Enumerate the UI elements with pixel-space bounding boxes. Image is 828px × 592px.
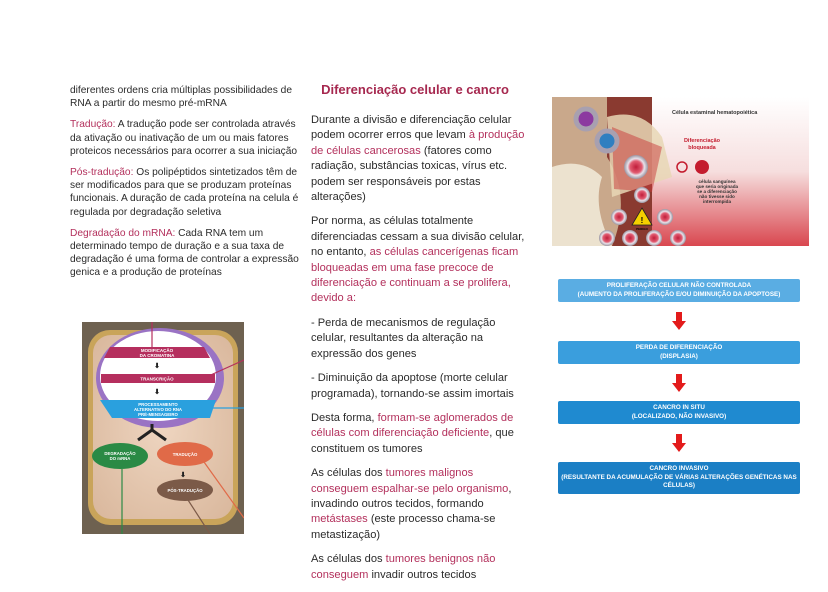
- danger-label: PERIGO: [636, 227, 648, 231]
- step-splicing-3: PRÉ-MENSAGEIRO: [138, 412, 178, 417]
- paragraph: [311, 113, 533, 205]
- flow-step-subtitle: (AUMENTO DA PROLIFERAÇÃO E/OU DIMINUIÇÃO DA APOPTOSE): [577, 290, 781, 298]
- flow-step: [558, 462, 800, 494]
- text: - Diminuição da apoptose (morte celular programada), tornando-se assim imortais: [311, 372, 514, 400]
- down-arrow-icon: [672, 374, 686, 392]
- highlight: tumores benignos não conseguem: [311, 553, 496, 581]
- text: - Perda de mecanismos de regulação celular, resultantes da alteração na expressão dos genes: [311, 316, 496, 360]
- paragraph: [311, 552, 533, 583]
- step-post-translation: PÓS-TRADUÇÃO: [167, 488, 203, 493]
- highlight: as células cancerígenas ficam bloqueadas em uma fase precoce de diferenciação e continuam a se prolifera, devido a:: [311, 246, 519, 305]
- flow-step-subtitle: (RESULTANTE DA ACUMULAÇÃO DE VÁRIAS ALTERAÇÕES GENÉTICAS NAS CÉLULAS): [561, 473, 797, 489]
- text: As células dos: [311, 467, 386, 480]
- highlight: tumores malignos conseguem espalhar-se pelo organismo: [311, 467, 509, 495]
- step-splicing-2: ALTERNATIVO DO RNA: [133, 407, 183, 412]
- paragraph: [311, 411, 533, 457]
- paragraph: [311, 371, 533, 402]
- flow-step-subtitle: (LOCALIZADO, NÃO INVASIVO): [631, 412, 727, 420]
- text: Durante a divisão e diferenciação celular podem ocorrer erros que levam: [311, 114, 512, 142]
- svg-text:!: !: [640, 216, 644, 225]
- middle-column: [311, 113, 533, 592]
- text: Por norma, as células totalmente diferenciadas cessam a sua divisão celular, no entanto,: [311, 215, 525, 259]
- text: (fatores como radiação, substâncias toxicas, vírus etc. podem ser responsáveis por estas alterações): [311, 144, 508, 204]
- stem-cell-label: Célula estaminal hematopoiética: [672, 110, 758, 116]
- blocked-label-2: bloqueada: [688, 145, 716, 151]
- svg-text:⬇: ⬇: [154, 389, 160, 396]
- flow-step: [558, 279, 800, 302]
- flow-step-subtitle: (DISPLASIA): [660, 352, 698, 360]
- hematopoiesis-figure: [552, 97, 809, 246]
- text: A tradução pode ser controlada através da ativação ou inativação de um ou mais fatores proteicos necessários para ocorrer a sua iniciação: [70, 119, 298, 157]
- highlight: formam-se aglomerados de células com diferenciação deficiente: [311, 411, 514, 440]
- flow-step-title: CANCRO IN SITU: [653, 404, 705, 411]
- paragraph: [311, 316, 533, 362]
- text: Cada RNA tem um determinado tempo de duração e a sua taxa de degradação é uma forma de controlar a expressão genica e a produção de proteínas: [70, 227, 299, 279]
- paragraph-post-translation: [70, 166, 308, 219]
- highlight: metástases: [311, 513, 368, 526]
- note-line: que seria originada: [695, 184, 739, 189]
- down-arrow-icon: [672, 434, 686, 452]
- term-pos-traducao: Pós-tradução:: [70, 167, 134, 179]
- note-line: não tivesse sido: [699, 194, 735, 199]
- step-degradation: DEGRADAÇÃO: [104, 451, 136, 456]
- text: diferentes ordens cria múltiplas possibilidades de RNA a partir do mesmo pré-mRNA: [70, 85, 292, 110]
- flow-step-title: CANCRO INVASIVO: [649, 465, 709, 472]
- step-chromatin: MODIFICAÇÃO: [140, 348, 174, 353]
- gene-regulation-diagram: [82, 322, 244, 534]
- highlight: à produção de células cancerosas: [311, 129, 525, 157]
- text: As células dos: [311, 553, 386, 566]
- note-line: célula sanguínea: [698, 179, 736, 184]
- flow-step-title: PERDA DE DIFERENCIAÇÃO: [635, 344, 723, 351]
- note-line: se a diferenciação: [697, 189, 737, 194]
- step-chromatin-2: DA CROMATINA: [139, 353, 175, 358]
- paragraph-mrna-degradation: [70, 227, 308, 280]
- flow-step: [558, 341, 800, 364]
- flow-step-title: PROLIFERAÇÃO CELULAR NÃO CONTROLADA: [606, 282, 752, 289]
- down-arrow-icon: [672, 312, 686, 330]
- note-line: interrompida: [702, 199, 732, 204]
- text: invadir outros tecidos: [368, 568, 477, 581]
- paragraph: [311, 214, 533, 306]
- paragraph-splicing: [70, 84, 308, 110]
- svg-text:⬇: ⬇: [154, 363, 160, 370]
- text: (este processo chama-se metastização): [311, 513, 496, 541]
- section-title: Diferenciação celular e cancro: [321, 82, 509, 97]
- flow-step: [558, 401, 800, 424]
- text: Os polipéptidos sintetizados têm de ser modificados para que se produzam proteínas funcionais. A duração de cada proteína na celula é regulada por degradação seletiva: [70, 167, 299, 218]
- step-transcription: TRANSCRIÇÃO: [140, 376, 174, 382]
- step-translation: TRADUÇÃO: [172, 452, 198, 457]
- paragraph: [311, 466, 533, 543]
- paragraph-translation: [70, 118, 308, 158]
- text: Desta forma,: [311, 411, 378, 424]
- svg-text:⬇: ⬇: [180, 472, 186, 479]
- left-column: [70, 84, 308, 288]
- text: , que constituem os tumores: [311, 427, 514, 455]
- term-degradacao: Degradação do mRNA:: [70, 227, 176, 239]
- step-splicing: PROCESSAMENTO: [138, 402, 178, 407]
- blocked-label: Diferenciação: [683, 138, 721, 144]
- term-traducao: Tradução:: [70, 119, 116, 131]
- text: , invadindo outros tecidos, formando: [311, 482, 512, 510]
- step-degradation-2: DO mRNA: [109, 456, 131, 461]
